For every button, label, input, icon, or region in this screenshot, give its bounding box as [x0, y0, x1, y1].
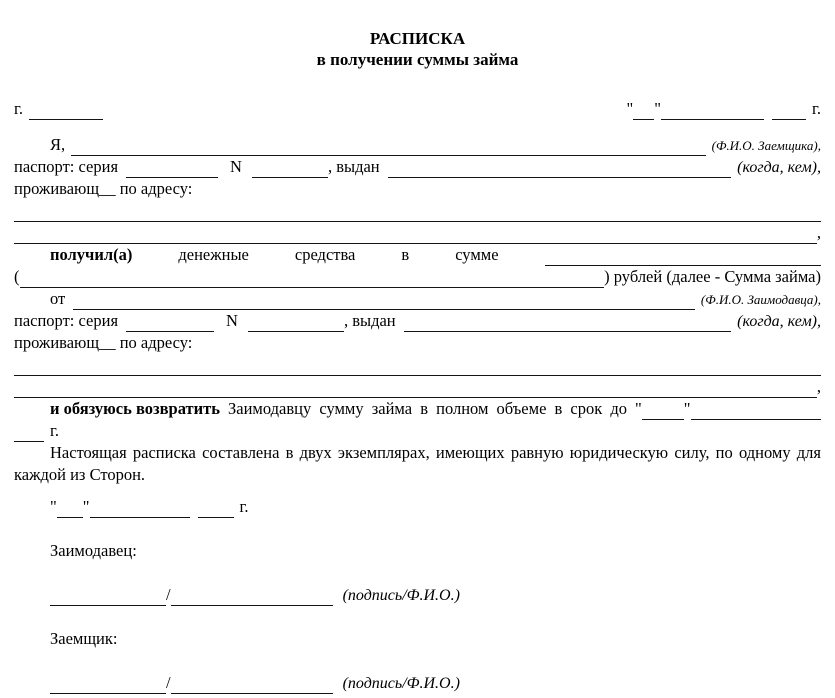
lender-passport-number-blank [248, 327, 344, 332]
due-day-blank [642, 415, 684, 420]
signing-date-row [14, 496, 821, 518]
due-month-blank [691, 415, 821, 420]
borrower-fio-hint: (Ф.И.О. Заемщика), [711, 138, 821, 153]
lender-passport-number-label: N [226, 311, 238, 330]
signature-slash: / [166, 585, 171, 604]
document-title [14, 28, 821, 70]
date-open-quote: " [626, 99, 634, 118]
lender-signature-blank [50, 601, 166, 606]
document-title-line1: РАСПИСКА [369, 29, 466, 48]
borrower-address-row [14, 178, 821, 200]
open-paren: ( [14, 267, 20, 286]
address-trailing-comma: , [816, 223, 821, 242]
sum-words-blank [20, 283, 605, 288]
borrower-address-label: проживающ__ по адресу: [14, 179, 193, 198]
city-blank [29, 115, 103, 120]
copies-paragraph: Настоящая расписка составлена в двух экземплярах, имеющих равную юридическую силу, по одному для каждой из Сторон. [14, 443, 821, 484]
city-label: г. [14, 99, 24, 118]
borrower-address-blank-1 [14, 217, 821, 222]
date-close-quote: " [654, 99, 661, 118]
borrower-signature-name-blank [171, 689, 333, 694]
received-word2: средства [294, 245, 356, 264]
signing-open-quote: " [50, 497, 57, 516]
date-year-suffix: г. [811, 99, 821, 118]
borrower-fio-blank [71, 151, 705, 156]
from-label: от [50, 289, 66, 308]
borrower-label: Заемщик: [50, 629, 118, 648]
borrower-signature-row [14, 672, 821, 694]
lender-address-line2 [14, 376, 821, 398]
signing-close-quote: " [82, 497, 90, 516]
lender-sign-hint: (подпись/Ф.И.О.) [342, 587, 460, 604]
lender-signature-row [14, 584, 821, 606]
lender-fio-hint: (Ф.И.О. Заимодавца), [700, 292, 821, 307]
due-open-quote: " [635, 399, 642, 418]
lender-signature-name-blank [171, 601, 333, 606]
lender-passport-label: паспорт: серия [14, 311, 119, 330]
date-day-blank [633, 115, 654, 120]
borrower-sign-hint: (подпись/Ф.И.О.) [342, 675, 460, 692]
date-month-blank [661, 115, 764, 120]
lender-address-label: проживающ__ по адресу: [14, 333, 193, 352]
borrower-issued-hint: (когда, кем), [737, 159, 821, 176]
lender-address-line1 [14, 354, 821, 376]
borrower-passport-issued-blank [388, 173, 731, 178]
borrower-signature-blank [50, 689, 166, 694]
obligation-bold-label: и обязуюсь возвратить [50, 399, 220, 418]
lender-address-blank-1 [14, 371, 821, 376]
borrower-passport-number-label: N [230, 157, 242, 176]
borrower-address-line2 [14, 222, 821, 244]
borrower-name-row [14, 134, 821, 156]
sum-words-row [14, 266, 821, 288]
due-close-quote: " [683, 399, 691, 418]
received-word1: денежные [178, 245, 249, 264]
lender-name-row [14, 288, 821, 310]
borrower-label-row [14, 628, 821, 650]
received-word3: в [401, 245, 410, 264]
lender-issued-label: , выдан [343, 311, 396, 330]
borrower-intro-label: Я, [50, 135, 66, 154]
obligation-row [14, 398, 821, 420]
borrower-address-blank-2 [14, 239, 817, 244]
address-trailing-comma: , [816, 377, 821, 396]
borrower-address-line1 [14, 200, 821, 222]
signing-year-suffix: г. [239, 497, 249, 516]
received-word4: сумме [455, 245, 499, 264]
signing-month-blank [90, 513, 190, 518]
due-year-suffix: г. [50, 421, 60, 440]
borrower-passport-row [14, 156, 821, 178]
lender-issued-hint: (когда, кем), [737, 313, 821, 330]
lender-passport-row [14, 310, 821, 332]
rubles-suffix-label: ) рублей (далее - Сумма займа) [604, 267, 821, 286]
borrower-issued-label: , выдан [327, 157, 380, 176]
due-year-blank [14, 437, 44, 442]
obligation-year-row [14, 420, 821, 442]
document-title-line2: в получении суммы займа [316, 50, 519, 69]
received-sum-row [14, 244, 821, 266]
borrower-passport-number-blank [252, 173, 328, 178]
lender-label: Заимодавец: [50, 541, 137, 560]
signing-day-blank [57, 513, 83, 518]
received-bold-label: получил(а) [50, 245, 133, 264]
signing-year-blank [198, 513, 234, 518]
signature-slash: / [166, 673, 171, 692]
obligation-text: Заимодавцу сумму займа в полном объеме в срок до [228, 399, 628, 418]
lender-address-row [14, 332, 821, 354]
date-year-blank [772, 115, 806, 120]
city-date-row [14, 98, 821, 120]
lender-passport-issued-blank [404, 327, 731, 332]
borrower-passport-label: паспорт: серия [14, 157, 119, 176]
lender-label-row [14, 540, 821, 562]
